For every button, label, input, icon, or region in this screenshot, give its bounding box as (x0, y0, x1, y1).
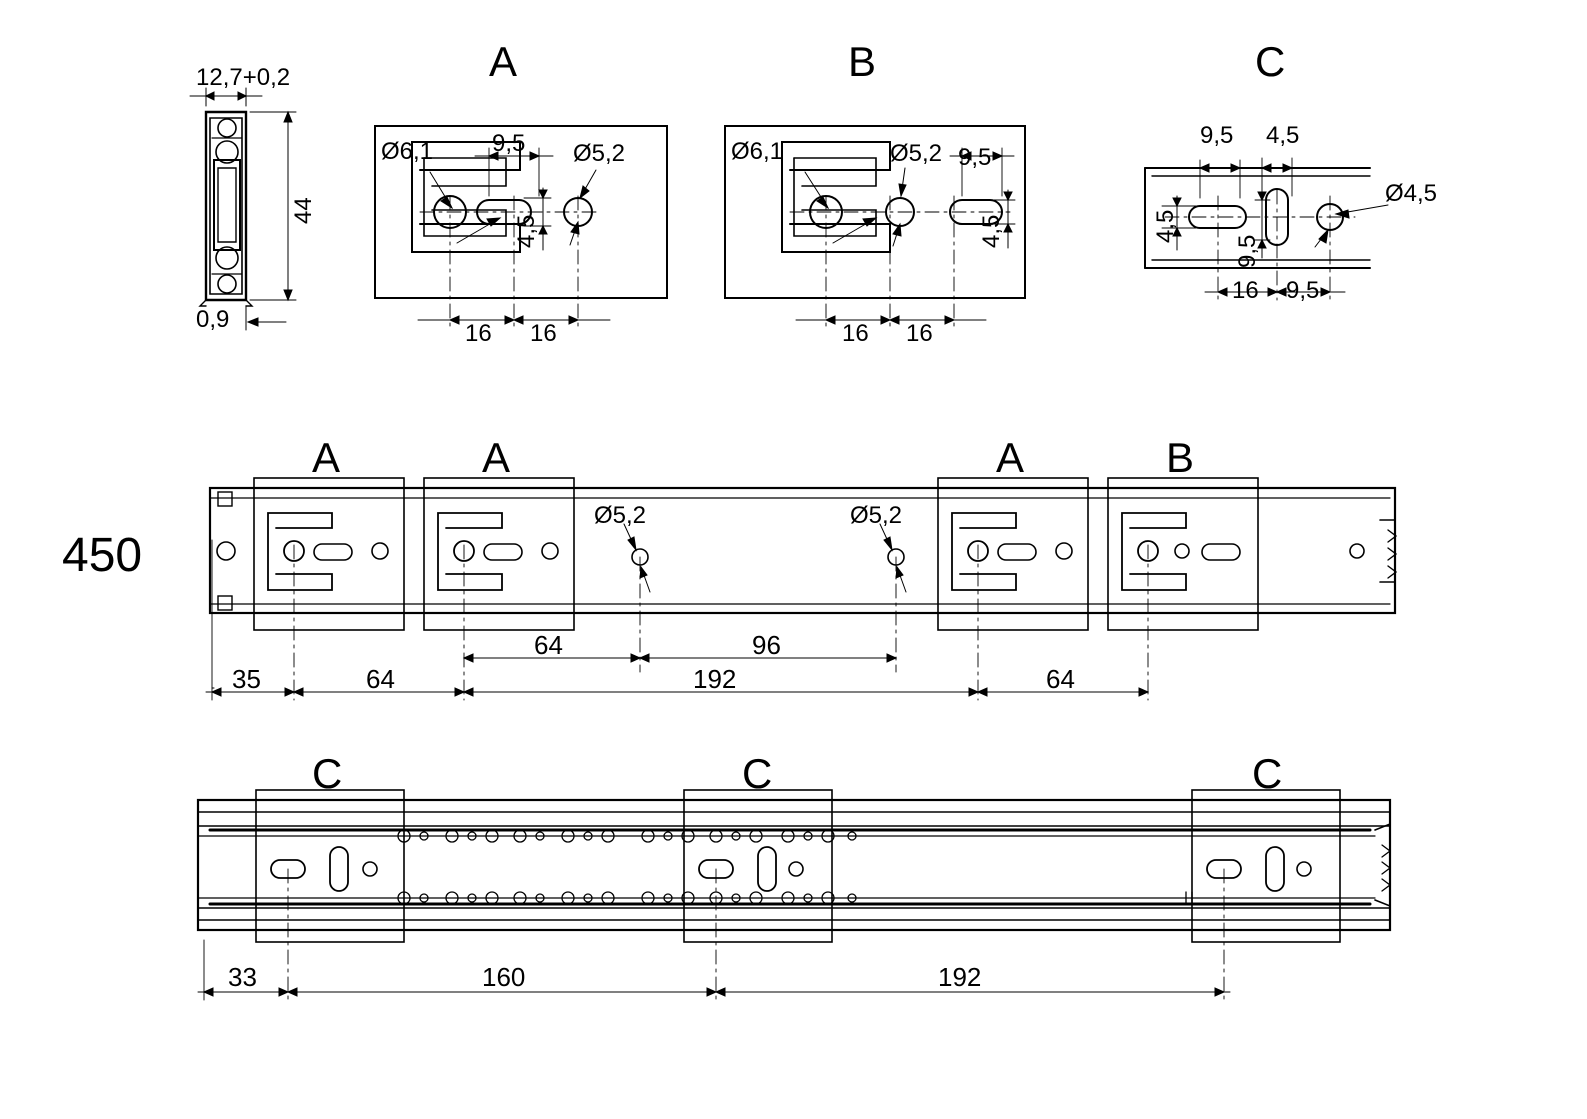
dim-mid-96: 96 (752, 630, 781, 660)
dim-A-slot-length: 9,5 (492, 130, 526, 157)
dim-mid-64-b: 64 (534, 630, 563, 660)
dim-A-hole-big: Ø6,1 (381, 138, 434, 165)
dim-A-slot-height: 4,5 (513, 214, 540, 248)
dim-profile-width: 12,7+0,2 (196, 64, 291, 91)
dim-B-spacing-1: 16 (842, 320, 869, 347)
dim-bottom-160: 160 (482, 962, 526, 992)
dim-A-spacing-2: 16 (530, 320, 557, 347)
dim-C-slot-height: 4,5 (1152, 209, 1179, 243)
section-label-A-top: A (489, 38, 518, 85)
dim-bottom-33: 33 (228, 962, 257, 992)
dim-C-slot-length-2: 4,5 (1266, 122, 1300, 149)
overall-length-label: 450 (62, 529, 143, 582)
dim-C-spacing-2: 9,5 (1286, 277, 1320, 304)
section-label-B-top: B (848, 38, 877, 85)
mid-section-label-A-3: A (996, 434, 1025, 481)
bottom-section-label-C-3: C (1252, 750, 1283, 797)
bottom-section-label-C-1: C (312, 750, 343, 797)
mid-section-label-A-2: A (482, 434, 511, 481)
dim-mid-35: 35 (232, 664, 261, 694)
dim-B-slot-height: 4,5 (978, 214, 1005, 248)
dim-mid-192: 192 (693, 664, 737, 694)
profile-cross-section (190, 88, 296, 330)
dim-profile-height: 44 (290, 197, 317, 224)
dim-bottom-192: 192 (938, 962, 982, 992)
dim-B-spacing-2: 16 (906, 320, 933, 347)
bottom-section-label-C-2: C (742, 750, 773, 797)
dim-mid-64-c: 64 (1046, 664, 1075, 694)
detail-C-view (1145, 158, 1388, 300)
mid-section-label-A-1: A (312, 434, 341, 481)
bottom-rail-view (198, 790, 1390, 1000)
dim-B-hole-big: Ø6,1 (731, 138, 784, 165)
dim-mid-64-a: 64 (366, 664, 395, 694)
dim-C-hole-small: Ø4,5 (1385, 180, 1438, 207)
dim-C-slot-length-1: 9,5 (1200, 122, 1234, 149)
dim-B-hole-small: Ø5,2 (890, 140, 943, 167)
mid-section-label-B: B (1166, 434, 1195, 481)
dim-A-hole-small: Ø5,2 (573, 140, 626, 167)
section-label-C-top: C (1255, 38, 1286, 85)
callout-mid-hole-1: Ø5,2 (594, 502, 647, 529)
dim-C-vertical-pitch: 9,5 (1234, 234, 1261, 268)
dim-A-spacing-1: 16 (465, 320, 492, 347)
callout-mid-hole-2: Ø5,2 (850, 502, 903, 529)
dim-profile-thickness: 0,9 (196, 306, 230, 333)
dim-C-spacing-1: 16 (1232, 277, 1259, 304)
dim-B-slot-length: 9,5 (958, 144, 992, 171)
